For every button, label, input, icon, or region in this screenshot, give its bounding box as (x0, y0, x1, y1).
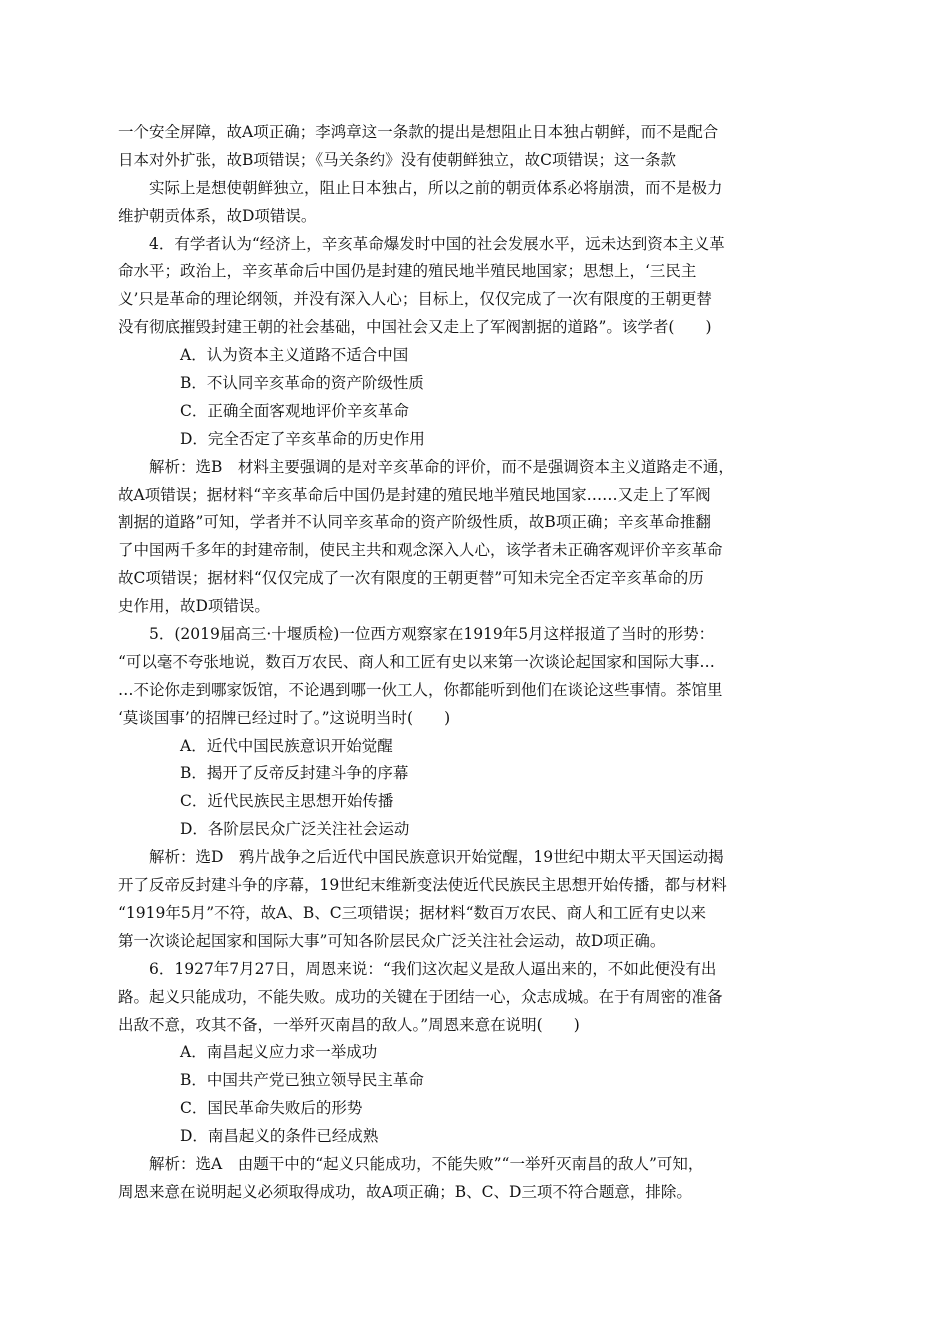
text-line: 故C项错误；据材料“仅仅完成了一次有限度的王朝更替”可知未完全否定辛亥革命的历 (118, 569, 704, 588)
question-4-option-d: D．完全否定了辛亥革命的历史作用 (180, 429, 425, 448)
question-6-option-a: A．南昌起义应力求一举成功 (180, 1043, 378, 1062)
question-5-option-a: A．近代中国民族意识开始觉醒 (180, 736, 393, 755)
text-line: 割据的道路”可知，学者并不认同辛亥革命的资产阶级性质，故B项正确；辛亥革命推翻 (118, 513, 711, 532)
text-line: 了中国两千多年的封建帝制，使民主共和观念深入人心，该学者未正确客观评价辛亥革命 (118, 541, 723, 560)
question-5-option-d: D．各阶层民众广泛关注社会运动 (180, 820, 410, 839)
text-line: “1919年5月”不符，故A、B、C三项错误；据材料“数百万农民、商人和工匠有史以来 (118, 903, 707, 922)
question-4-option-c: C．正确全面客观地评价辛亥革命 (180, 401, 409, 420)
text-line: 义’只是革命的理论纲领，并没有深入人心；目标上，仅仅完成了一次有限度的王朝更替 (118, 290, 712, 309)
text-line: 史作用，故D项错误。 (118, 597, 270, 616)
document-body (118, 119, 838, 1207)
text-line: 维护朝贡体系，故D项错误。 (118, 206, 317, 225)
question-4-stem: 4．有学者认为“经济上，辛亥革命爆发时中国的社会发展水平，远未达到资本主义革 (149, 234, 725, 253)
question-6-option-d: D．南昌起义的条件已经成熟 (180, 1127, 379, 1146)
text-line: 出敌不意，攻其不备，一举歼灭南昌的敌人。”周恩来意在说明( ) (118, 1015, 580, 1034)
text-line: 第一次谈论起国家和国际大事”可知各阶层民众广泛关注社会运动，故D项正确。 (118, 931, 666, 950)
text-line: …不论你走到哪家饭馆，不论遇到哪一伙工人，你都能听到他们在谈论这些事情。茶馆里 (118, 680, 723, 699)
question-4-option-a: A．认为资本主义道路不适合中国 (180, 346, 409, 365)
question-6-option-b: B．中国共产党已独立领导民主革命 (180, 1071, 424, 1090)
text-line: 一个安全屏障，故A项正确；李鸿章这一条款的提出是想阻止日本独占朝鲜，而不是配合 (118, 123, 719, 141)
text-line: 路。起义只能成功，不能失败。成功的关键在于团结一心，众志成城。在于有周密的准备 (118, 987, 723, 1006)
question-6-analysis: 解析：选A 由题干中的“起义只能成功，不能失败”“一举歼灭南昌的敌人”可知， (149, 1154, 704, 1173)
question-5-analysis: 解析：选D 鸦片战争之后近代中国民族意识开始觉醒，19世纪中期太平天国运动揭 (149, 848, 724, 867)
question-6-stem: 6．1927年7月27日，周恩来说：“我们这次起义是敌人逼出来的，不如此便没有出 (149, 959, 717, 978)
question-5-option-b: B．揭开了反帝反封建斗争的序幕 (180, 764, 409, 783)
text-line: 实际上是想使朝鲜独立，阻止日本独占，所以之前的朝贡体系必将崩溃，而不是极力 (149, 178, 723, 197)
question-4-analysis: 解析：选B 材料主要强调的是对辛亥革命的评价，而不是强调资本主义道路走不通， (149, 457, 734, 476)
question-4-option-b: B．不认同辛亥革命的资产阶级性质 (180, 374, 424, 393)
question-6-option-c: C．国民革命失败后的形势 (180, 1099, 363, 1118)
question-5-option-c: C．近代民族民主思想开始传播 (180, 792, 394, 811)
text-line: 开了反帝反封建斗争的序幕，19世纪末维新变法使近代民族民主思想开始传播，都与材料 (118, 876, 727, 895)
text-line: “可以毫不夸张地说，数百万农民、商人和工匠有史以来第一次谈论起国家和国际大事… (118, 652, 715, 671)
text-line: ‘莫谈国事’的招牌已经过时了。”这说明当时( ) (118, 708, 451, 727)
text-line: 日本对外扩张，故B项错误；《马关条约》没有使朝鲜独立，故C项错误；这一条款 (118, 150, 677, 169)
text-line: 没有彻底摧毁封建王朝的社会基础，中国社会又走上了军阀割据的道路”。该学者( ) (118, 318, 712, 337)
text-line: 周恩来意在说明起义必须取得成功，故A项正确；B、C、D三项不符合题意，排除。 (118, 1182, 692, 1201)
text-line: 命水平；政治上，辛亥革命后中国仍是封建的殖民地半殖民地国家；思想上，‘三民主 (118, 262, 697, 281)
text-line: 故A项错误；据材料“辛亥革命后中国仍是封建的殖民地半殖民地国家……又走上了军阀 (118, 485, 711, 504)
question-5-stem: 5．(2019届高三·十堰质检)一位西方观察家在1919年5月这样报道了当时的形势： (149, 625, 715, 644)
